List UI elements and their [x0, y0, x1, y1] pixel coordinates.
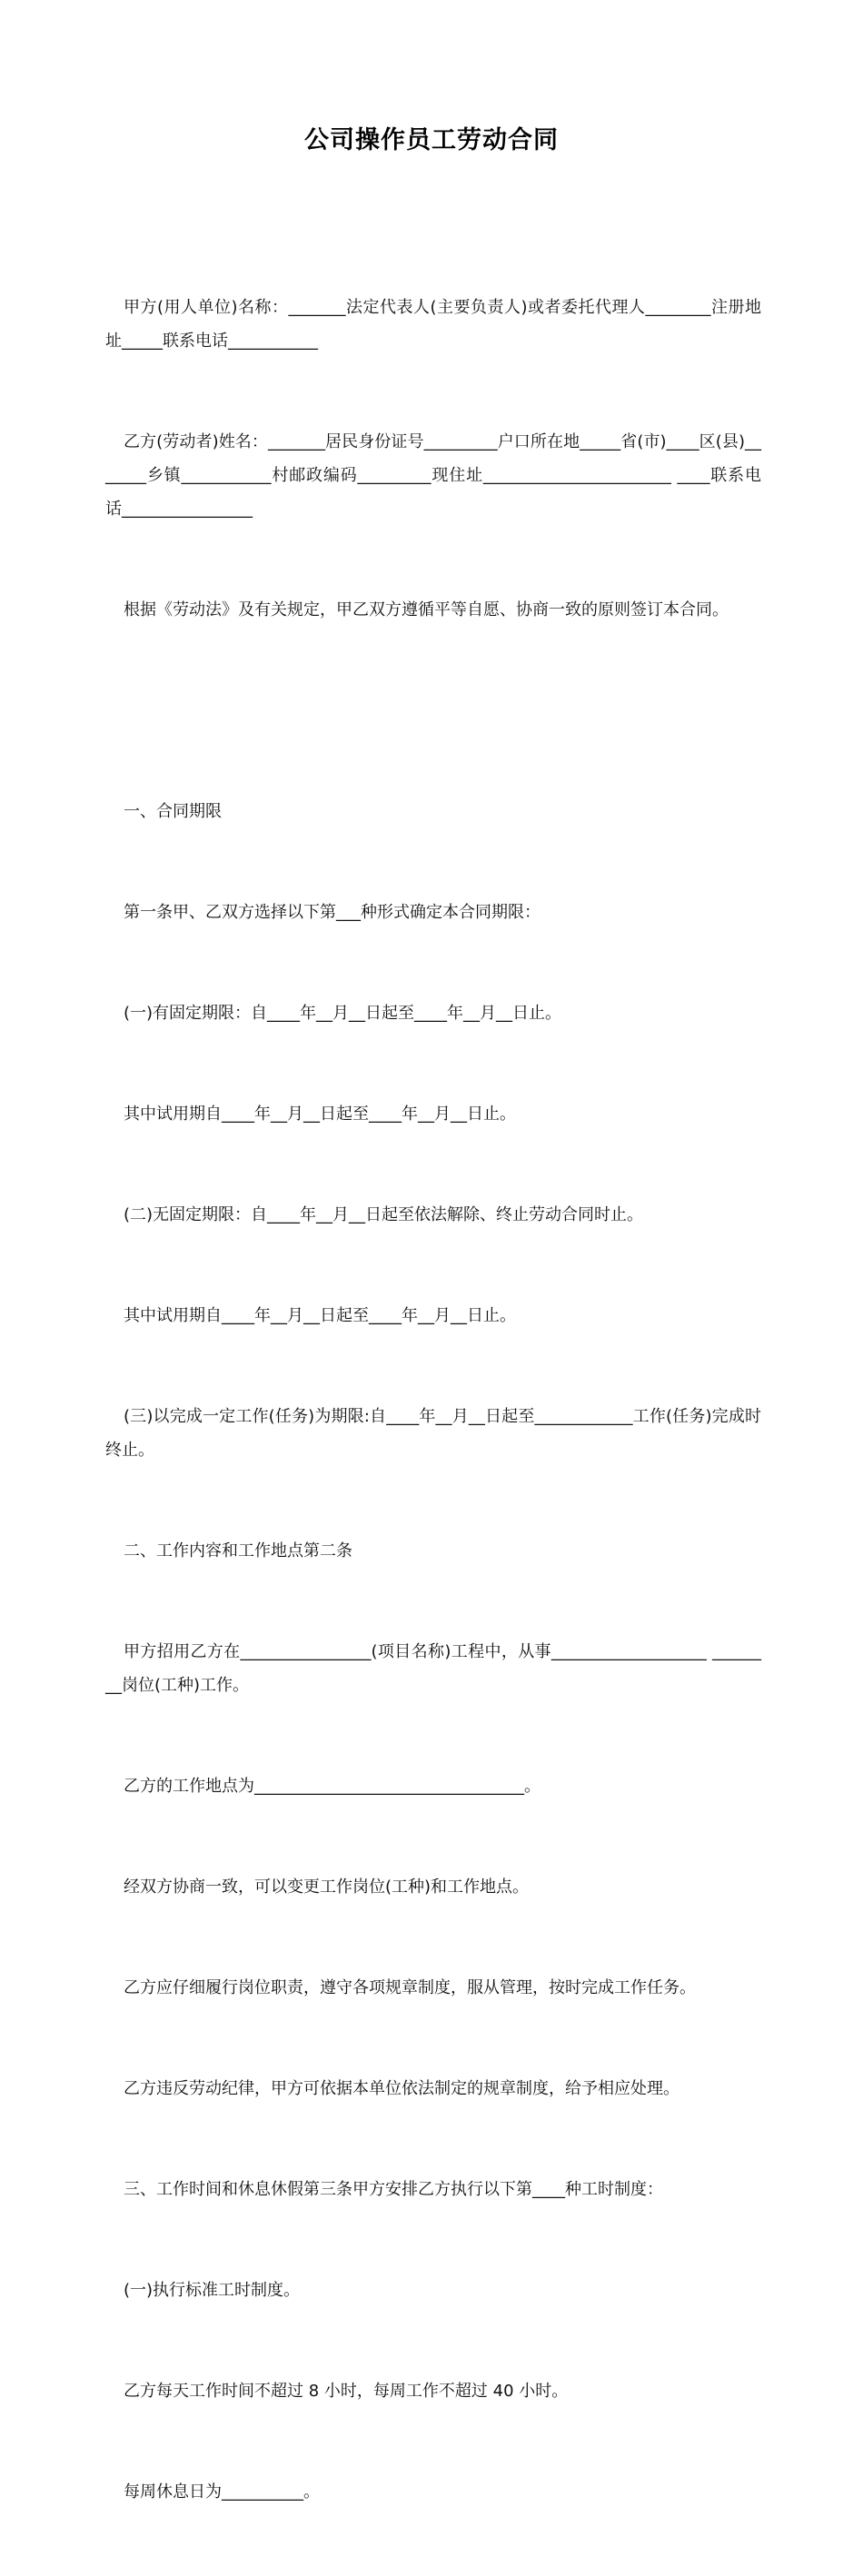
- party-b-info: 乙方(劳动者)姓名：_______居民身份证号_________户口所在地_____省(市)____区(县)_______乡镇___________村邮政编码_________现住址_______________________ ____联系电话________________: [105, 432, 761, 519]
- daily-hours: 乙方每天工作时间不超过 8 小时，每周工作不超过 40 小时。: [124, 2382, 569, 2401]
- section-heading-hours: 三、工作时间和休息休假第三条甲方安排乙方执行以下第____种工时制度：: [124, 2180, 663, 2199]
- section-heading-term: 一、合同期限: [124, 802, 222, 821]
- weekly-rest: 每周休息日为__________。: [124, 2482, 320, 2502]
- work-location: 乙方的工作地点为_________________________________。: [124, 1777, 541, 1796]
- spacer: [105, 694, 761, 728]
- task-term-clause: (三)以完成一定工作(任务)为期限:自____年__月__日起至____________工作(任务)完成时终止。: [105, 1407, 761, 1460]
- standard-hours: (一)执行标准工时制度。: [124, 2281, 301, 2300]
- probation-clause-1: 其中试用期自____年__月__日起至____年__月__日止。: [124, 1105, 516, 1124]
- discipline-clause: 乙方违反劳动纪律，甲方可依据本单位依法制定的规章制度，给予相应处理。: [124, 2079, 679, 2098]
- probation-clause-2: 其中试用期自____年__月__日起至____年__月__日止。: [124, 1306, 516, 1325]
- document-body: [105, 223, 761, 2576]
- duty-clause: 乙方应仔细履行岗位职责，遵守各项规章制度，服从管理，按时完成工作任务。: [124, 1978, 696, 1997]
- document-title: 公司操作员工劳动合同: [304, 126, 559, 154]
- section-heading-work: 二、工作内容和工作地点第二条: [124, 1541, 352, 1560]
- open-term-clause: (二)无固定期限：自____年__月__日起至依法解除、终止劳动合同时止。: [124, 1205, 644, 1224]
- change-agreement: 经双方协商一致，可以变更工作岗位(工种)和工作地点。: [124, 1878, 530, 1897]
- fixed-term-clause: (一)有固定期限：自____年__月__日起至____年__月__日止。: [124, 1004, 562, 1023]
- job-assignment: 甲方招用乙方在________________(项目名称)工程中，从事___________________ ________岗位(工种)工作。: [105, 1642, 761, 1695]
- article-1: 第一条甲、乙双方选择以下第___种形式确定本合同期限：: [124, 903, 541, 922]
- preamble: 根据《劳动法》及有关规定，甲乙双方遵循平等自愿、协商一致的原则签订本合同。: [124, 600, 729, 619]
- party-a-info: 甲方(用人单位)名称：_______法定代表人(主要负责人)或者委托代理人________注册地址_____联系电话___________: [105, 298, 761, 351]
